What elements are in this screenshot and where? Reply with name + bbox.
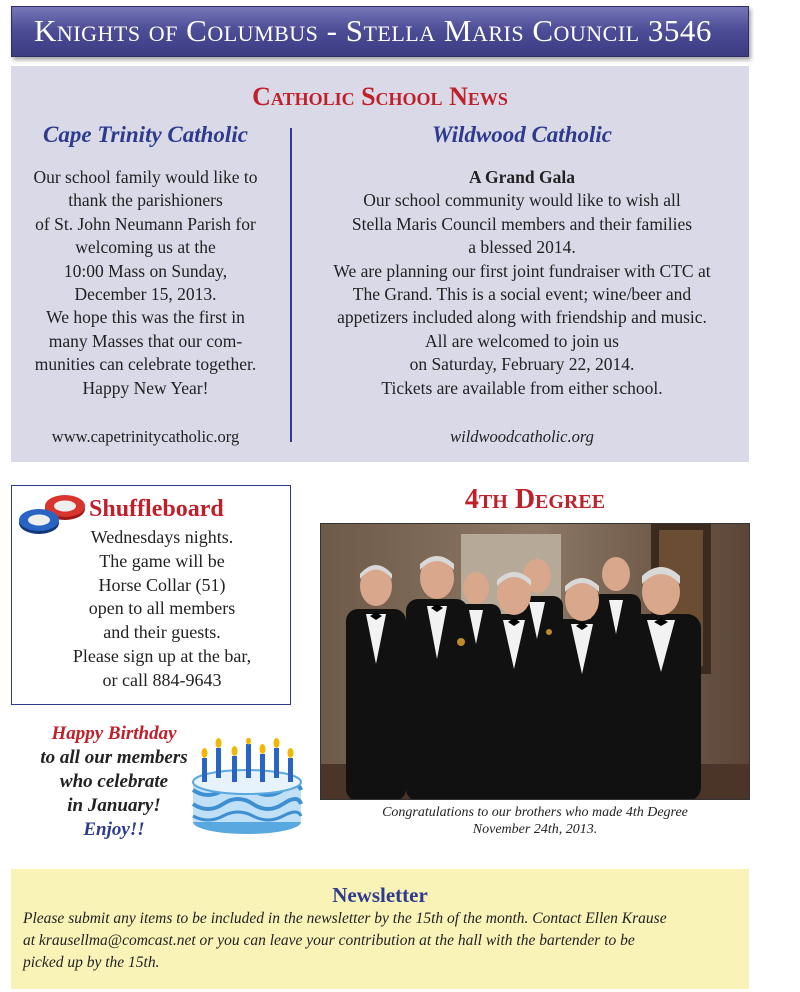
body-line: Wednesdays nights. <box>90 527 234 547</box>
body-line: welcoming us at the <box>75 237 216 258</box>
column-body <box>11 166 280 400</box>
birthday-headline: Happy Birthday <box>51 723 177 744</box>
body-line: munities can celebrate together. <box>34 354 257 375</box>
birthday-line: in January! <box>67 795 161 816</box>
body-line: We hope this was the first in <box>46 307 245 328</box>
shuffleboard-body <box>42 526 282 693</box>
body-line: Please sign up at the bar, <box>72 645 252 666</box>
birthday-line: who celebrate <box>59 771 169 792</box>
body-line: December 15, 2013. <box>74 284 217 305</box>
column-heading: Cape Trinity Catholic <box>43 122 248 147</box>
body-line: a blessed 2014. <box>468 237 576 258</box>
birthday-line: to all our members <box>40 747 188 768</box>
body-line: many Masses that our com- <box>48 330 243 351</box>
caption-line: November 24th, 2013. <box>472 822 598 837</box>
gala-title: A Grand Gala <box>469 167 575 187</box>
body-line: appetizers included along with friendship and music. <box>337 307 707 328</box>
column-body <box>303 166 741 400</box>
school-website-link[interactable]: www.capetrinitycatholic.org <box>51 427 240 446</box>
cape-trinity-column <box>11 122 280 446</box>
body-line: or call 884-9643 <box>102 669 222 690</box>
column-divider <box>290 128 292 442</box>
body-line: 10:00 Mass on Sunday, <box>63 260 228 281</box>
birthday-greeting <box>14 722 214 842</box>
body-line: on Saturday, February 22, 2014. <box>409 354 635 375</box>
shuffleboard-box <box>11 485 291 705</box>
body-line: All are welcomed to join us <box>425 330 619 351</box>
body-line: Horse Collar (51) <box>98 574 226 595</box>
school-website-link[interactable]: wildwoodcatholic.org <box>450 427 594 446</box>
caption-line: Congratulations to our brothers who made 4th Degree <box>382 805 688 820</box>
body-line: picked up by the 15th. <box>23 954 160 971</box>
birthday-closing: Enjoy!! <box>83 819 145 840</box>
newsletter-section <box>11 869 749 989</box>
photo-caption <box>320 804 750 838</box>
body-line: Tickets are available from either school. <box>381 377 663 398</box>
body-line: open to all members <box>88 598 236 619</box>
body-line: The Grand. This is a social event; wine/beer and <box>352 284 692 305</box>
body-line: at krausellma@comcast.net or you can leave your contribution at the hall with the bartender to be <box>23 932 635 949</box>
newsletter-banner <box>11 6 749 57</box>
wildwood-column <box>303 122 741 446</box>
body-line: Stella Maris Council members and their families <box>351 213 693 234</box>
banner-title: Knights of Columbus - Stella Maris Council 3546 <box>34 13 712 48</box>
body-line: and their guests. <box>103 622 221 643</box>
shuffleboard-title: Shuffleboard <box>89 496 224 522</box>
fourth-degree-title: 4th Degree <box>464 484 606 515</box>
body-line: Our school community would like to wish all <box>363 190 681 211</box>
body-line: thank the parishioners <box>68 190 223 211</box>
catholic-school-news-section <box>11 66 749 462</box>
column-heading: Wildwood Catholic <box>432 122 612 147</box>
section-title: Catholic School News <box>252 82 508 111</box>
body-line: Please submit any items to be included in the newsletter by the 15th of the month. Contact Ellen Krause <box>23 910 667 927</box>
newsletter-title: Newsletter <box>332 883 428 907</box>
fourth-degree-group-photo <box>320 523 750 800</box>
body-line: Our school family would like to <box>33 167 258 187</box>
body-line: of St. John Neumann Parish for <box>35 213 256 234</box>
newsletter-body <box>23 908 739 974</box>
body-line: The game will be <box>99 550 225 571</box>
body-line: Happy New Year! <box>82 377 209 398</box>
birthday-cake-icon <box>188 738 306 836</box>
body-line: We are planning our first joint fundraiser with CTC at <box>333 260 711 281</box>
